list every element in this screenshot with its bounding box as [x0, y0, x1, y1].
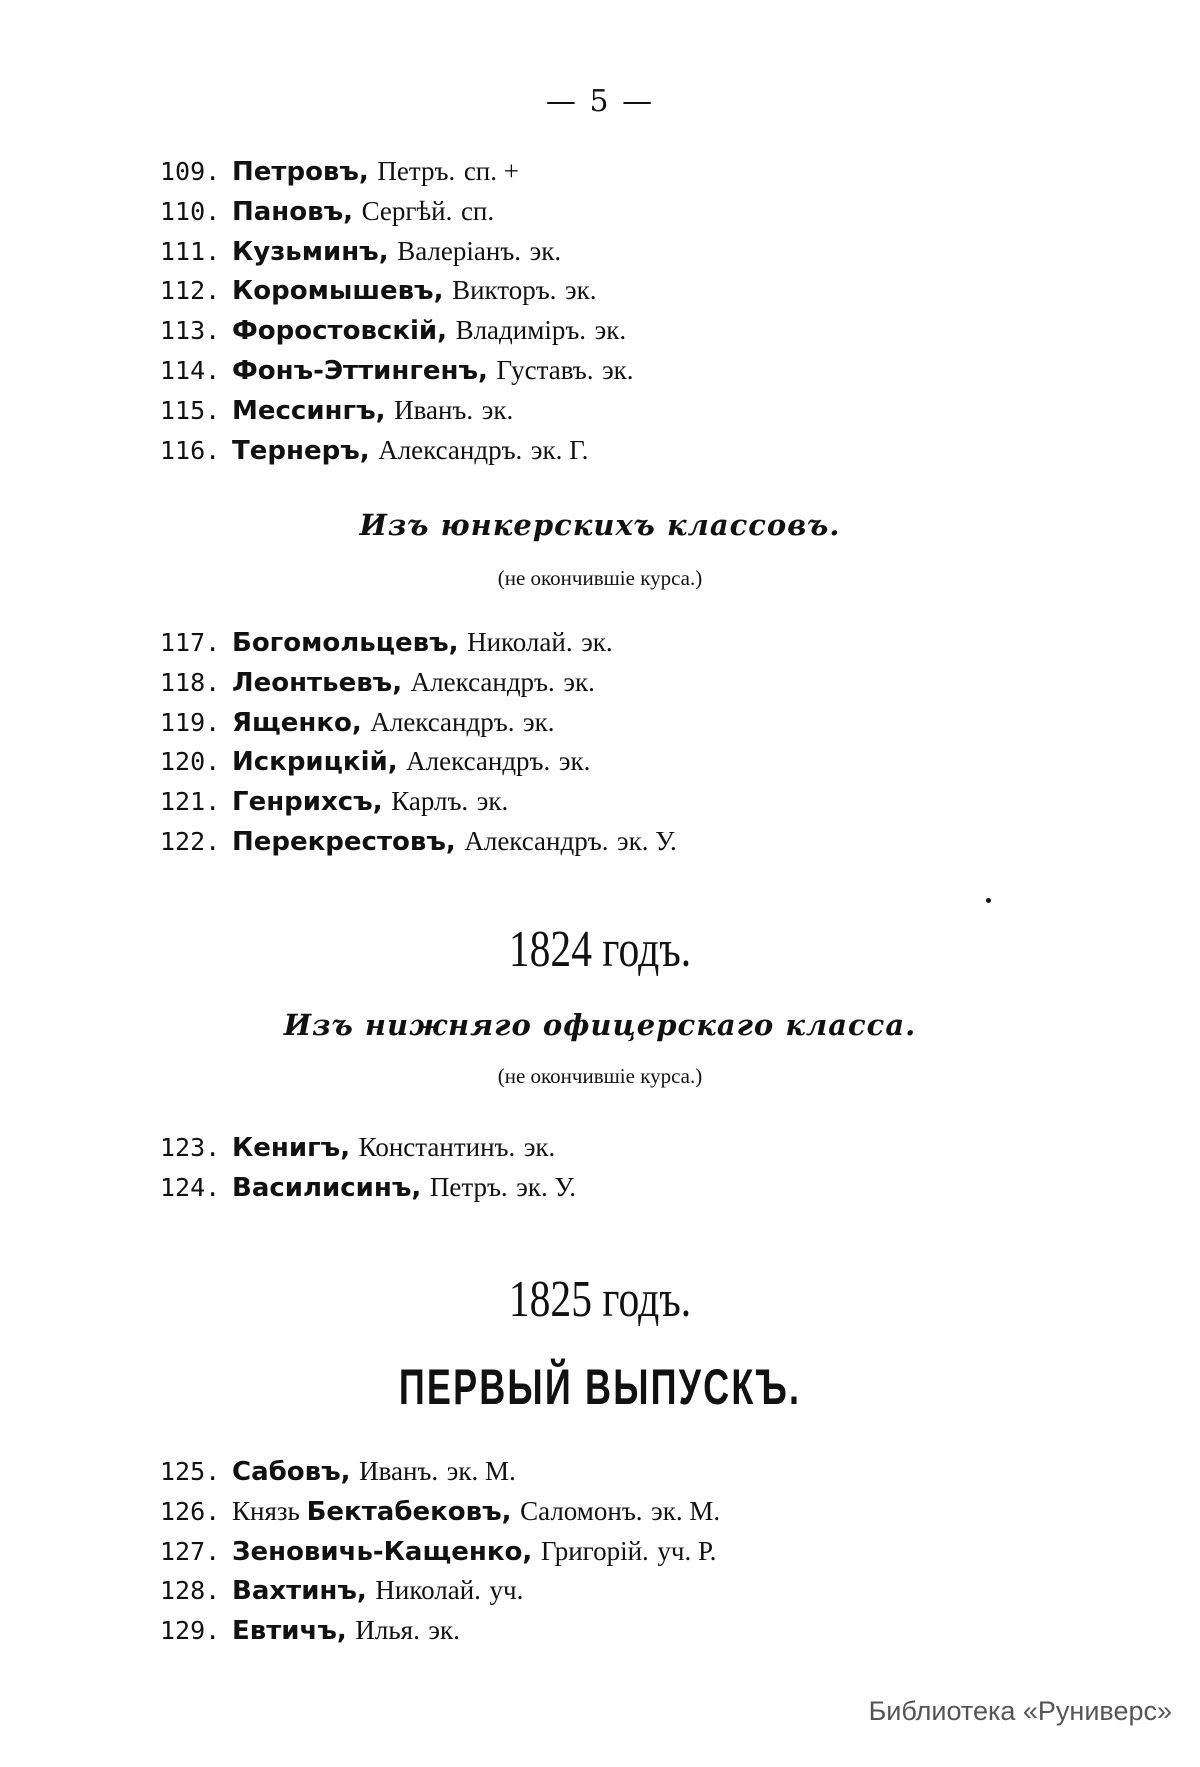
list-item: 122. Перекрестовъ, Александръ. эк. У.	[160, 825, 677, 857]
list-item: 113. Форостовскій, Владиміръ. эк.	[160, 315, 627, 347]
entry-list-1	[160, 152, 634, 470]
list-item: 124. Василисинъ, Петръ. эк. У.	[160, 1171, 576, 1203]
list-item: 119. Ященко, Александръ. эк.	[160, 706, 555, 738]
list-item: 126. Князь Бектабековъ, Саломонъ. эк. М.	[160, 1495, 721, 1527]
stray-dot	[986, 898, 991, 903]
list-item: 121. Генрихсъ, Карлъ. эк.	[160, 786, 509, 818]
list-item: 116. Тернеръ, Александръ. эк. Г.	[160, 434, 589, 466]
year-heading-1824: 1824 годъ.	[508, 921, 692, 978]
section-note: (не окончившіе курса.)	[497, 566, 703, 590]
list-item: 129. Евтичъ, Илья. эк.	[160, 1615, 460, 1647]
list-item: 110. Пановъ, Сергѣй. сп.	[160, 195, 495, 227]
page-number: — 5 —	[545, 84, 655, 119]
list-item: 118. Леонтьевъ, Александръ. эк.	[160, 666, 595, 698]
list-item: 123. Кенигъ, Константинъ. эк.	[160, 1132, 556, 1163]
list-item: 109. Петровъ, Петръ. сп. +	[160, 156, 519, 187]
list-item: 125. Сабовъ, Иванъ. эк. М.	[160, 1456, 516, 1487]
list-item: 120. Искрицкій, Александръ. эк.	[160, 746, 591, 778]
first-release-heading: ПЕРВЫЙ ВЫПУСКЪ.	[398, 1359, 802, 1415]
section-title-lower-officer-class: Изъ нижняго офицерскаго класса.	[283, 1008, 917, 1042]
list-item: 111. Кузьминъ, Валеріанъ. эк.	[160, 235, 562, 267]
list-item: 128. Вахтинъ, Николай. уч.	[160, 1575, 524, 1607]
list-item: 112. Коромышевъ, Викторъ. эк.	[160, 275, 597, 307]
entry-list-4	[160, 1452, 720, 1651]
list-item: 117. Богомольцевъ, Николай. эк.	[160, 627, 613, 658]
entry-list-2	[160, 623, 677, 862]
list-item: 127. Зеновичь-Кащенко, Григорій. уч. Р.	[160, 1535, 717, 1567]
library-watermark: Библиотека «Руниверс»	[868, 1696, 1172, 1726]
year-heading-1825: 1825 годъ.	[508, 1271, 692, 1328]
section-title-junker-classes: Изъ юнкерскихъ классовъ.	[359, 508, 841, 542]
list-item: 114. Фонъ-Эттингенъ, Густавъ. эк.	[160, 354, 634, 386]
list-item: 115. Мессингъ, Иванъ. эк.	[160, 394, 514, 426]
entry-list-3	[160, 1128, 576, 1208]
section-note: (не окончившіе курса.)	[497, 1064, 703, 1088]
